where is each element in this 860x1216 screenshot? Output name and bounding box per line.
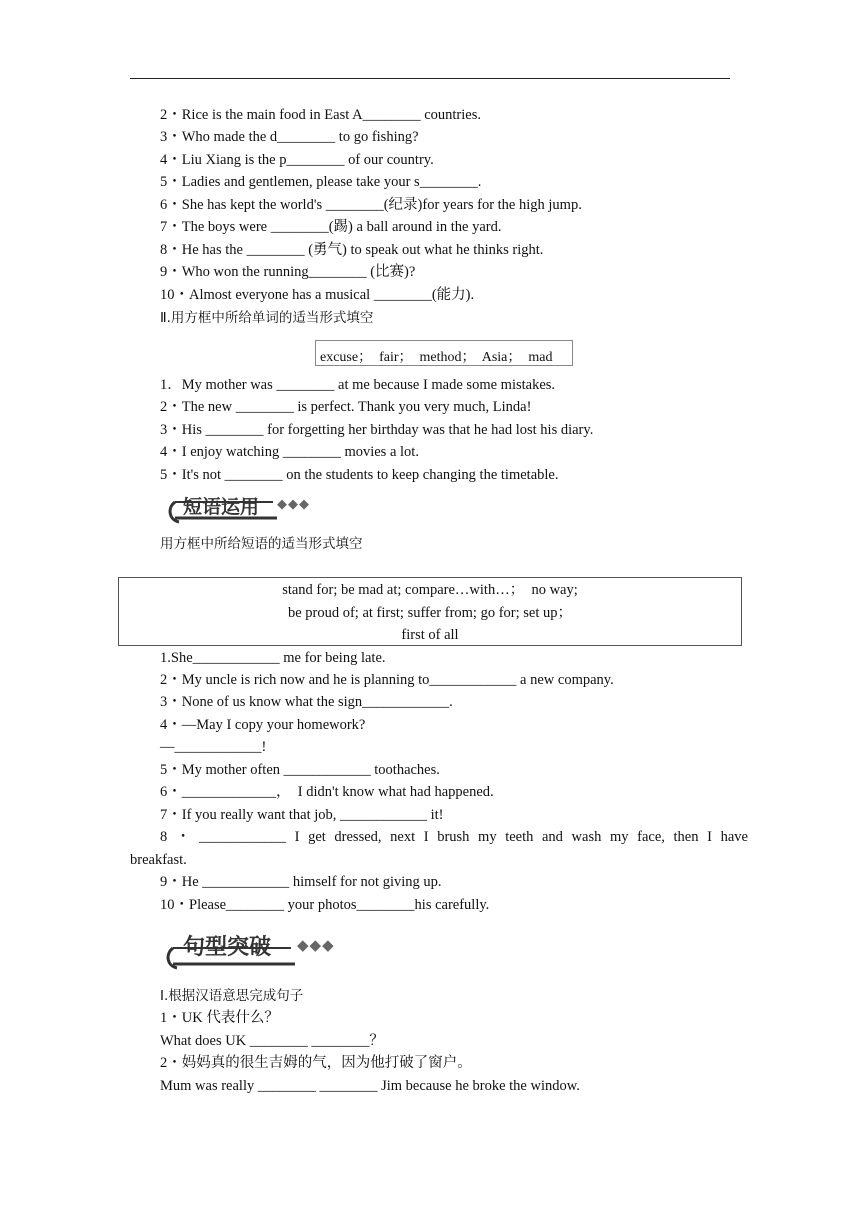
phrase-item: 10・Please________ your photos________his carefully. <box>160 897 490 913</box>
vocab-item: 9・Who won the running________ (比赛)? <box>160 264 416 280</box>
section-heading: Ⅰ.根据汉语意思完成句子 <box>160 988 304 1004</box>
phrase-item: 5・My mother often ____________ toothaches. <box>160 762 440 778</box>
banner-title: 句型突破 <box>183 935 272 960</box>
word-box-item: 5・It's not ________ on the students to keep changing the timetable. <box>160 467 559 483</box>
word-box: excuse； fair； method； Asia； mad <box>315 340 573 366</box>
banner-title: 短语运用 <box>183 496 260 518</box>
section-heading: 用方框中所给短语的适当形式填空 <box>160 536 363 552</box>
sentence-item: 2・妈妈真的很生吉姆的气，因为他打破了窗户。 <box>160 1055 472 1071</box>
phrase-item: 1.She____________ me for being late. <box>160 650 386 666</box>
word-box-item: 1．My mother was ________ at me because I made some mistakes. <box>160 377 556 393</box>
vocab-item: 7・The boys were ________(踢) a ball around in the yard. <box>160 219 502 235</box>
sentence-item: 1・UK 代表什么？ <box>160 1010 279 1026</box>
diamond-icon: ◆◆◆ <box>277 496 310 511</box>
phrase-box <box>118 577 742 646</box>
top-rule <box>130 78 730 79</box>
phrase-item-continuation: breakfast. <box>130 852 187 868</box>
sentence-banner <box>165 928 365 970</box>
phrase-item: 8 ・ ____________ I get dressed, next I brush my teeth and wash my face, then I have <box>160 829 748 845</box>
vocab-item: 5・Ladies and gentlemen, please take your s________. <box>160 174 482 190</box>
vocab-item: 3・Who made the d________ to go fishing? <box>160 129 419 145</box>
sentence-item: What does UK ________ ________？ <box>160 1033 384 1049</box>
phrase-item: 6・_____________， I didn't know what had happened. <box>160 784 494 800</box>
word-box-item: 3・His ________ for forgetting her birthday was that he had lost his diary. <box>160 422 594 438</box>
word-box-item: 4・I enjoy watching ________ movies a lot. <box>160 444 419 460</box>
vocab-item: 4・Liu Xiang is the p________ of our country. <box>160 152 434 168</box>
phrase-item: 2・My uncle is rich now and he is planning to____________ a new company. <box>160 672 614 688</box>
phrase-box-line: stand for; be mad at; compare…with…； no way; <box>282 582 578 598</box>
phrase-item: 3・None of us know what the sign____________. <box>160 694 453 710</box>
phrase-item: —____________! <box>160 739 267 755</box>
phrase-box-line: first of all <box>401 627 459 644</box>
phrase-banner <box>165 488 335 524</box>
sentence-item: Mum was really ________ ________ Jim because he broke the window. <box>160 1078 580 1094</box>
vocab-item: 2・Rice is the main food in East A________ countries. <box>160 107 481 123</box>
phrase-box-line: be proud of; at first; suffer from; go for; set up； <box>287 604 573 621</box>
word-box-item: 2・The new ________ is perfect. Thank you very much, Linda! <box>160 399 532 415</box>
phrase-item: 9・He ____________ himself for not giving up. <box>160 874 442 890</box>
vocab-item: 6・She has kept the world's ________(纪录)for years for the high jump. <box>160 197 582 213</box>
phrase-item: 7・If you really want that job, ____________ it! <box>160 807 444 823</box>
section-heading: Ⅱ.用方框中所给单词的适当形式填空 <box>160 310 374 326</box>
diamond-icon: ◆◆◆ <box>297 938 335 954</box>
phrase-item: 4・—May I copy your homework? <box>160 717 366 733</box>
vocab-item: 8・He has the ________ (勇气) to speak out what he thinks right. <box>160 242 544 258</box>
vocab-item: 10・Almost everyone has a musical ________(能力). <box>160 287 475 303</box>
